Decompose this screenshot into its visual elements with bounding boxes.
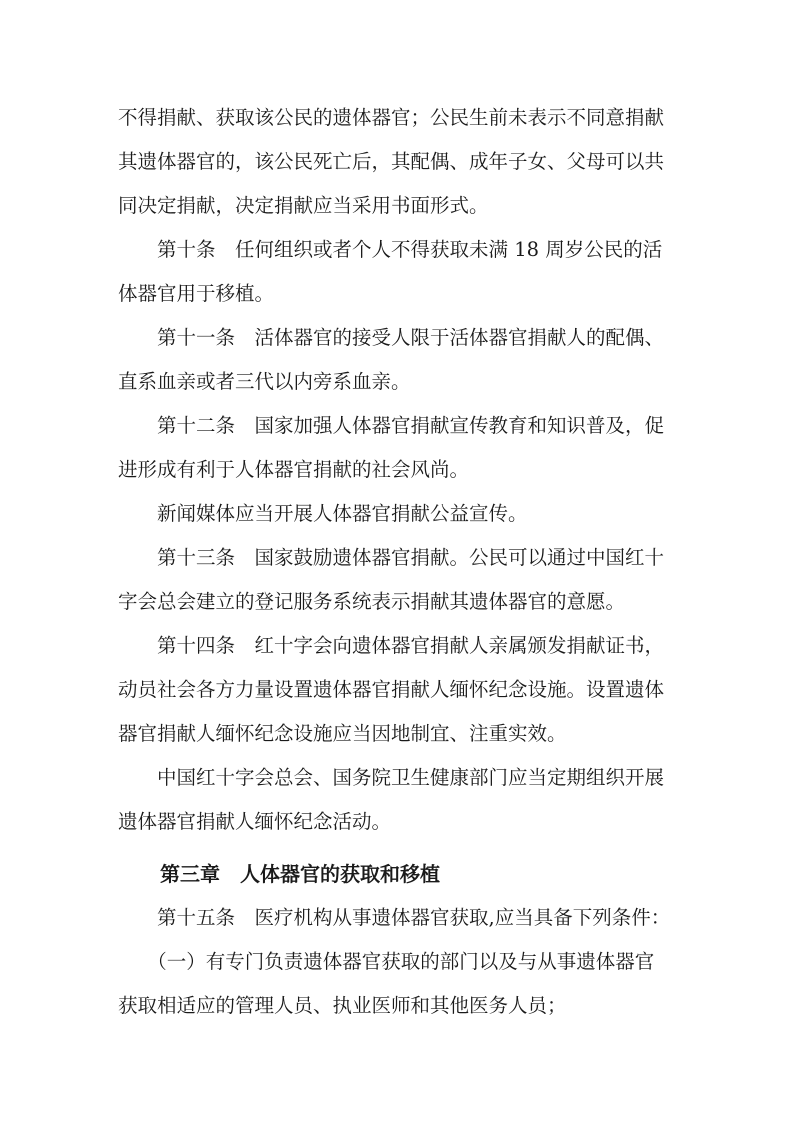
article-15-item-1 (118, 940, 678, 1028)
chapter-heading: 第三章 人体器官的获取和移植 (160, 862, 440, 886)
article-14 (118, 624, 678, 756)
text-line: 第十条 任何组织或者个人不得获取未满 18 周岁公民的活 (118, 238, 663, 261)
text-line: 体器官用于移植。 (118, 282, 275, 305)
text-line: 字会总会建立的登记服务系统表示捐献其遗体器官的意愿。 (118, 590, 626, 613)
text-line: 不得捐献、获取该公民的遗体器官；公民生前未表示不同意捐献 (118, 106, 665, 129)
article-12-paragraph-2 (118, 492, 678, 536)
text-line: 同决定捐献，决定捐献应当采用书面形式。 (118, 194, 489, 217)
text-line: 第十二条 国家加强人体器官捐献宣传教育和知识普及，促 (118, 414, 665, 437)
text-line: 遗体器官捐献人缅怀纪念活动。 (118, 810, 392, 833)
text-line: 中国红十字会总会、国务院卫生健康部门应当定期组织开展 (118, 766, 665, 789)
paragraph-continuation (118, 96, 678, 228)
text-line: 第十一条 活体器官的接受人限于活体器官捐献人的配偶、 (118, 326, 665, 349)
text-line: 第十四条 红十字会向遗体器官捐献人亲属颁发捐献证书， (118, 634, 665, 657)
article-14-paragraph-2 (118, 756, 678, 844)
text-line: 第十五条 医疗机构从事遗体器官获取,应当具备下列条件： (118, 906, 671, 929)
article-10 (118, 228, 678, 316)
text-line: 进形成有利于人体器官捐献的社会风尚。 (118, 458, 470, 481)
article-15 (118, 896, 678, 940)
text-line: 动员社会各方力量设置遗体器官捐献人缅怀纪念设施。设置遗体 (118, 678, 665, 701)
text-line: 新闻媒体应当开展人体器官捐献公益宣传。 (118, 502, 528, 525)
text-line: 器官捐献人缅怀纪念设施应当因地制宜、注重实效。 (118, 722, 567, 745)
text-line: 获取相适应的管理人员、执业医师和其他医务人员； (118, 994, 567, 1017)
text-line: 直系血亲或者三代以内旁系血亲。 (118, 370, 411, 393)
article-12 (118, 404, 678, 492)
text-line: 第十三条 国家鼓励遗体器官捐献。公民可以通过中国红十 (118, 546, 665, 569)
text-line: （一）有专门负责遗体器官获取的部门以及与从事遗体器官 (118, 950, 655, 973)
text-line: 其遗体器官的，该公民死亡后，其配偶、成年子女、父母可以共 (118, 150, 665, 173)
article-13 (118, 536, 678, 624)
article-11 (118, 316, 678, 404)
